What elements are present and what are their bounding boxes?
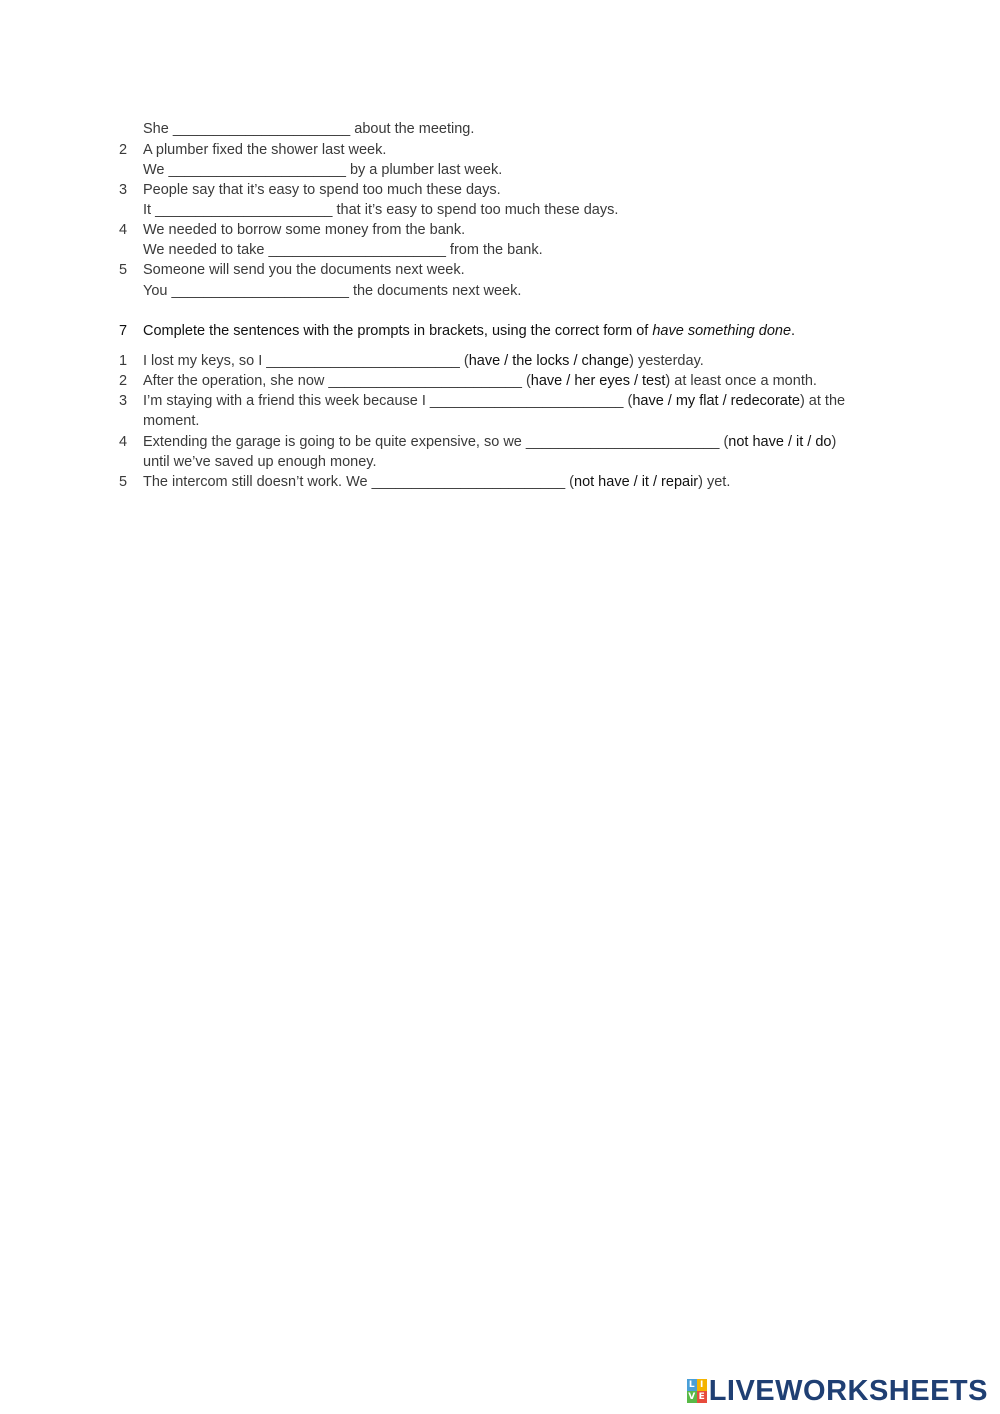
logo-mark-icon bbox=[687, 1379, 707, 1403]
instruction-end: . bbox=[791, 323, 796, 339]
sentence-continuation: until we’ve saved up enough money. bbox=[143, 454, 377, 470]
item-answer-line: You ______________________ the documents next week. bbox=[143, 283, 522, 299]
item-prompt-line: Someone will send you the documents next week. bbox=[143, 262, 465, 278]
logo-mark-letter: V bbox=[688, 1392, 696, 1402]
item-sentence bbox=[143, 432, 836, 452]
logo-text: LIVEWORKSHEETS bbox=[708, 1374, 988, 1407]
bracket-prompt: have / my flat / redecorate bbox=[632, 393, 800, 409]
liveworksheets-logo bbox=[687, 1374, 988, 1408]
sentence-start: I’m staying with a friend this week because I ________________________ ( bbox=[143, 393, 633, 409]
sentence-continuation: moment. bbox=[143, 413, 200, 429]
item-prompt-line: People say that it’s easy to spend too much these days. bbox=[143, 182, 501, 198]
item-number: 2 bbox=[119, 373, 128, 389]
sentence-start: After the operation, she now ________________________ ( bbox=[143, 373, 531, 389]
sentence-start: Extending the garage is going to be quite expensive, so we ________________________ ( bbox=[143, 434, 729, 450]
item-number: 1 bbox=[119, 353, 128, 369]
item-prompt-line: A plumber fixed the shower last week. bbox=[143, 142, 387, 158]
bracket-prompt: have / her eyes / test bbox=[530, 373, 666, 389]
item-number: 4 bbox=[119, 434, 128, 450]
item-number: 3 bbox=[119, 182, 128, 198]
item-sentence bbox=[143, 351, 704, 371]
item-answer-line: We ______________________ by a plumber last week. bbox=[143, 162, 503, 178]
item-number: 2 bbox=[119, 142, 128, 158]
item-number: 5 bbox=[119, 474, 128, 490]
sentence-start: The intercom still doesn’t work. We ________________________ ( bbox=[143, 474, 574, 490]
exercise-number: 7 bbox=[119, 323, 128, 339]
bracket-prompt: not have / it / repair bbox=[574, 474, 699, 490]
item-answer-line: We needed to take ______________________ from the bank. bbox=[143, 242, 543, 258]
logo-mark-letter: I bbox=[697, 1379, 707, 1391]
item-number: 4 bbox=[119, 222, 128, 238]
logo-mark-letter: E bbox=[698, 1392, 705, 1402]
sentence-end: ) bbox=[831, 434, 837, 450]
logo-mark-letter: L bbox=[687, 1379, 697, 1391]
exercise-instruction bbox=[143, 321, 795, 341]
sentence-start: I lost my keys, so I ________________________ ( bbox=[143, 353, 469, 369]
instruction-italic: have something done bbox=[652, 323, 792, 339]
bracket-prompt: not have / it / do bbox=[728, 434, 832, 450]
item-answer-line: She ______________________ about the meeting. bbox=[143, 121, 475, 137]
instruction-text: Complete the sentences with the prompts in brackets, using the correct form of bbox=[143, 323, 653, 339]
sentence-end: ) yet. bbox=[698, 474, 731, 490]
item-number: 3 bbox=[119, 393, 128, 409]
sentence-end: ) yesterday. bbox=[629, 353, 704, 369]
sentence-end: ) at the bbox=[799, 393, 846, 409]
item-answer-line: It ______________________ that it’s easy to spend too much these days. bbox=[143, 202, 619, 218]
sentence-end: ) at least once a month. bbox=[665, 373, 817, 389]
item-number: 5 bbox=[119, 262, 128, 278]
item-sentence bbox=[143, 472, 730, 492]
item-sentence bbox=[143, 371, 817, 391]
bracket-prompt: have / the locks / change bbox=[468, 353, 630, 369]
item-sentence bbox=[143, 391, 845, 411]
item-prompt-line: We needed to borrow some money from the bank. bbox=[143, 222, 466, 238]
